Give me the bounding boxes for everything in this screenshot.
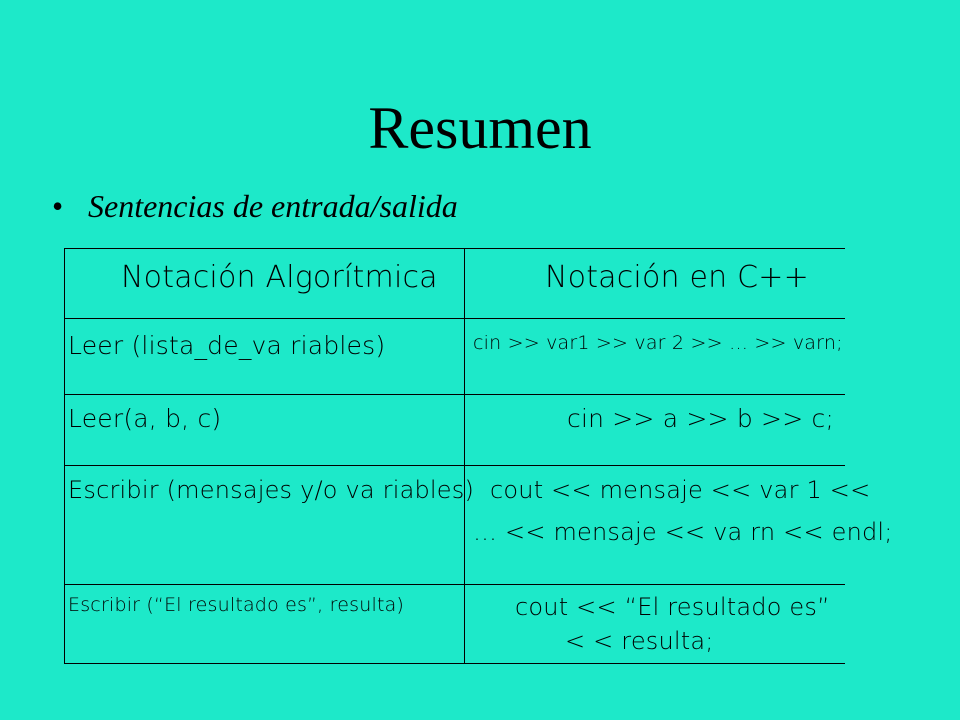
slide-title: Resumen [368,95,592,161]
row-cpp-line: … << mensaje << va rn << endl; [473,518,893,546]
row-algorithmic-text: Escribir (mensajes y/o va riables) [68,476,475,504]
bullet-marker: • [52,188,64,224]
row-cpp-line: cin >> a >> b >> c; [567,404,835,433]
header-algorithmic-label: Notación Algorítmica [121,260,438,295]
row-cell-cpp [464,319,845,394]
row-cpp-line: cout << “El resultado es” [515,593,830,621]
table-row [64,585,845,664]
row-algorithmic-text: Leer (lista_de_va riables) [68,331,386,360]
row-cpp-line: < < resulta; [565,627,714,655]
row-algorithmic-text: Leer(a, b, c) [68,404,222,433]
row-cell-algorithmic [64,395,464,465]
row-cpp-line: cout << mensaje << var 1 << [490,476,871,504]
table-row [64,319,845,394]
bullet-item [52,184,458,228]
notation-table [64,248,893,664]
row-cell-cpp [464,585,845,664]
table-border-bottom [64,663,845,664]
table-row [64,466,893,584]
row-cell-cpp [464,395,845,465]
table-row [64,395,845,465]
header-cell-cpp [464,248,845,318]
row-cell-cpp [464,466,893,584]
bullet-text: Sentencias de entrada/salida [88,188,458,224]
row-cpp-line: cin >> var1 >> var 2 >> … >> varn; [473,332,843,354]
header-cell-algorithmic [64,248,464,318]
table-header-row [64,248,845,318]
row-cell-algorithmic [64,319,464,394]
row-cell-algorithmic [64,466,475,584]
row-cell-algorithmic [64,585,464,664]
header-cpp-label: Notación en C++ [545,260,809,295]
row-algorithmic-text: Escribir (“El resultado es”, resulta) [68,594,405,616]
